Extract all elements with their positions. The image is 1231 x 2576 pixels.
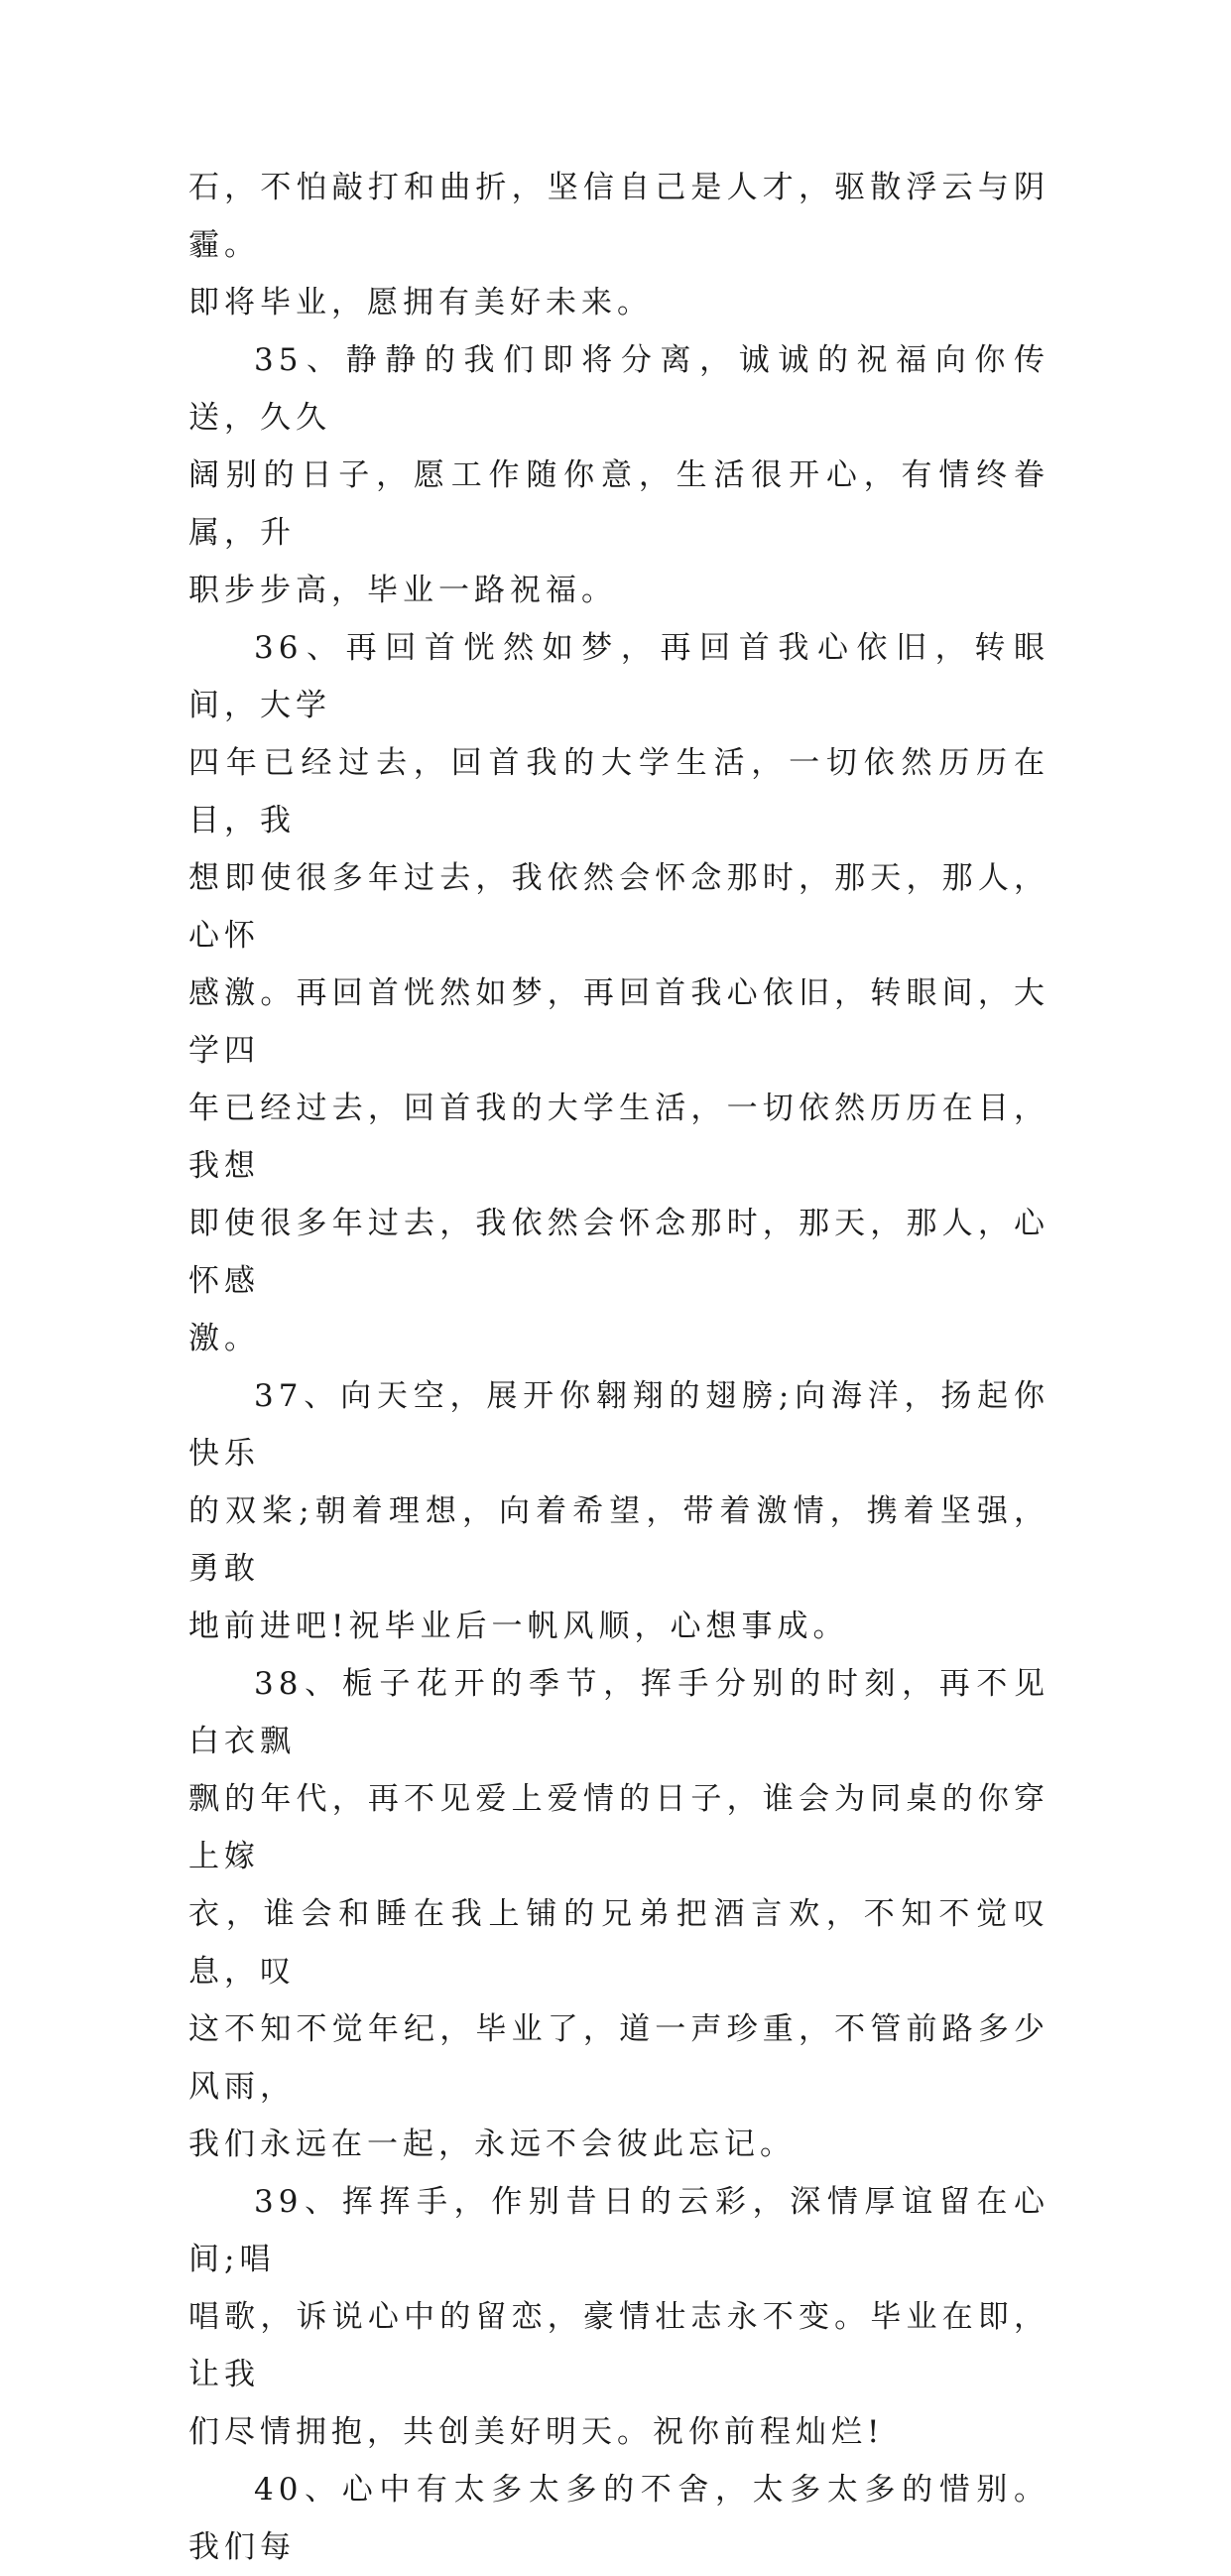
text-line: 年已经过去，回首我的大学生活，一切依然历历在目，我想 — [188, 1091, 1049, 1184]
text-line: 职步步高，毕业一路祝福。 — [188, 573, 617, 608]
paragraph-39 — [188, 2173, 1049, 2461]
text-line: 想即使很多年过去，我依然会怀念那时，那天，那人，心怀 — [188, 860, 1049, 954]
text-line: 激。 — [188, 1321, 260, 1356]
text-line: 石，不怕敲打和曲折，坚信自己是人才，驱散浮云与阴霾。 — [188, 170, 1049, 263]
text-line: 唱歌，诉说心中的留恋，豪情壮志永不变。毕业在即，让我 — [188, 2299, 1049, 2392]
text-line: 36、再回首恍然如梦，再回首我心依旧，转眼间，大学 — [188, 630, 1049, 723]
text-line: 飘的年代，再不见爱上爱情的日子，谁会为同桌的你穿上嫁 — [188, 1781, 1049, 1874]
paragraph-36 — [188, 619, 1049, 1367]
text-line: 即使很多年过去，我依然会怀念那时，那天，那人，心怀感 — [188, 1206, 1049, 1299]
text-line: 37、向天空，展开你翱翔的翅膀;向海洋，扬起你快乐 — [188, 1378, 1049, 1472]
paragraph-38 — [188, 1655, 1049, 2173]
text-line: 衣，谁会和睡在我上铺的兄弟把酒言欢，不知不觉叹息，叹 — [188, 1896, 1049, 1990]
text-line: 38、栀子花开的季节，挥手分别的时刻，再不见白衣飘 — [188, 1666, 1049, 1759]
paragraph-40 — [188, 2461, 1049, 2576]
text-line: 40、心中有太多太多的不舍，太多太多的惜别。我们每 — [188, 2472, 1049, 2565]
text-line: 地前进吧!祝毕业后一帆风顺，心想事成。 — [188, 1609, 849, 1644]
paragraph-35 — [188, 331, 1049, 619]
text-line: 感激。再回首恍然如梦，再回首我心依旧，转眼间，大学四 — [188, 975, 1049, 1069]
text-line: 39、挥挥手，作别昔日的云彩，深情厚谊留在心间;唱 — [188, 2184, 1049, 2277]
text-line: 即将毕业，愿拥有美好未来。 — [188, 285, 653, 321]
text-line: 35、静静的我们即将分离，诚诚的祝福向你传送，久久 — [188, 342, 1049, 436]
text-line: 们尽情拥抱，共创美好明天。祝你前程灿烂! — [188, 2414, 885, 2450]
text-line: 阔别的日子，愿工作随你意，生活很开心，有情终眷属，升 — [188, 457, 1049, 551]
text-line: 四年已经过去，回首我的大学生活，一切依然历历在目，我 — [188, 745, 1049, 838]
document-body — [188, 159, 1049, 2576]
text-line: 我们永远在一起，永远不会彼此忘记。 — [188, 2126, 796, 2162]
text-line: 这不知不觉年纪，毕业了，道一声珍重，不管前路多少风雨， — [188, 2011, 1049, 2105]
paragraph-continuation — [188, 159, 1049, 331]
text-line: 的双桨;朝着理想，向着希望，带着激情，携着坚强，勇敢 — [188, 1493, 1049, 1587]
paragraph-37 — [188, 1367, 1049, 1655]
